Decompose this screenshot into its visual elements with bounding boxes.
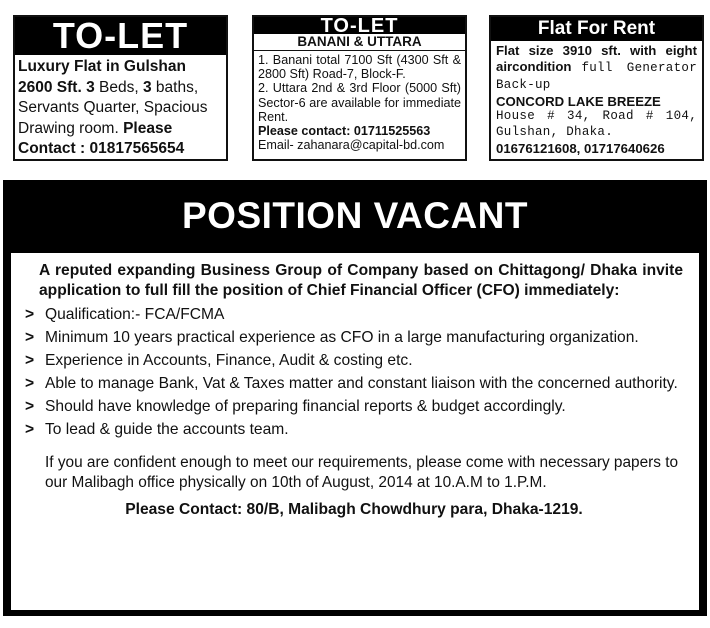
vacancy-intro: A reputed expanding Business Group of Company based on Chittagong/ Dhaka invite application to full fill the position of Chief Financial Officer (CFO) immediately: xyxy=(39,262,683,299)
ad-banani-to-let xyxy=(252,15,467,161)
ad-flat-address: House # 34, Road # 104, Gulshan, Dhaka. xyxy=(496,109,697,139)
ad-gulshan-please: Please xyxy=(123,119,173,137)
ad-flat-text2: full Generator Back-up xyxy=(496,60,697,93)
requirement-item xyxy=(25,397,683,416)
ad-banani-contact: Please contact: 01711525563 xyxy=(258,124,431,139)
bullet-marker: > xyxy=(25,329,35,346)
ad-gulshan-size: 2600 Sft. xyxy=(18,78,82,96)
ad-banani-email: Email- zahanara@capital-bd.com xyxy=(258,138,445,153)
ad-banani-subtitle: BANANI & UTTARA xyxy=(254,34,465,51)
ad-flat-body xyxy=(491,41,702,156)
ad-banani-title: TO-LET xyxy=(254,17,465,34)
ad-banani-text2: 2. Uttara 2nd & 3rd Floor (5000 Sft) Sector-6 are available for immediate Rent. xyxy=(258,81,461,124)
requirement-text: Qualification:- FCA/FCMA xyxy=(45,306,225,323)
requirement-text: Should have knowledge of preparing financial reports & budget accordingly. xyxy=(45,398,566,415)
ad-gulshan-line2 xyxy=(18,78,223,99)
requirement-text: To lead & guide the accounts team. xyxy=(45,421,289,438)
ad-banani-text1: 1. Banani total 7100 Sft (4300 Sft & 2800 Sft) Road-7, Block-F. xyxy=(258,53,461,82)
ad-gulshan-to-let xyxy=(13,15,228,161)
ad-gulshan-body xyxy=(15,55,226,160)
bullet-marker: > xyxy=(25,375,35,392)
bullet-marker: > xyxy=(25,421,35,438)
position-vacant-title: POSITION VACANT xyxy=(182,195,528,236)
bullet-marker: > xyxy=(25,306,35,323)
ad-flat-name: CONCORD LAKE BREEZE xyxy=(496,93,661,109)
requirement-item xyxy=(25,351,683,370)
ad-gulshan-baths-count: 3 xyxy=(142,78,152,96)
ad-flat-phones: 01676121608, 01717640626 xyxy=(496,140,665,156)
vacancy-contact: Please Contact: 80/B, Malibagh Chowdhury para, Dhaka-1219. xyxy=(125,501,583,518)
ad-gulshan-drawing-room: Drawing room. xyxy=(18,119,119,137)
ad-gulshan-title: TO-LET xyxy=(15,17,226,55)
position-vacant-panel xyxy=(11,253,699,610)
position-vacant-ad xyxy=(3,180,707,616)
requirements-list xyxy=(25,305,683,439)
requirement-text: Able to manage Bank, Vat & Taxes matter and constant liaison with the concerned authority. xyxy=(45,375,678,392)
ad-gulshan-line4 xyxy=(18,119,223,140)
ad-gulshan-line1: Luxury Flat in Gulshan xyxy=(18,58,186,75)
ad-flat-title: Flat For Rent xyxy=(491,17,702,41)
ad-gulshan-beds-count: 3 xyxy=(86,78,95,96)
vacancy-closing: If you are confident enough to meet our requirements, please come with necessary papers to our Malibagh office physically on 10th of August, 2014 at 10.A.M to 1.P.M. xyxy=(45,454,679,491)
bullet-marker: > xyxy=(25,398,35,415)
bullet-marker: > xyxy=(25,352,35,369)
requirement-item xyxy=(25,420,683,439)
ad-gulshan-contact: Contact : 01817565654 xyxy=(18,140,185,157)
ad-flat-for-rent xyxy=(489,15,704,161)
requirement-item xyxy=(25,374,683,393)
requirement-text: Experience in Accounts, Finance, Audit & costing etc. xyxy=(45,352,413,369)
requirement-text: Minimum 10 years practical experience as CFO in a large manufacturing organization. xyxy=(45,329,639,346)
ad-flat-text1: Flat size 3910 sft. with eight aircondition xyxy=(496,43,697,74)
ad-gulshan-line3: Servants Quarter, Spacious xyxy=(18,99,208,116)
requirement-item xyxy=(25,328,683,347)
ad-gulshan-baths-label: baths, xyxy=(155,78,199,96)
ad-gulshan-beds-label: Beds, xyxy=(99,78,139,96)
ad-banani-body xyxy=(254,51,465,152)
requirement-item xyxy=(25,305,683,324)
